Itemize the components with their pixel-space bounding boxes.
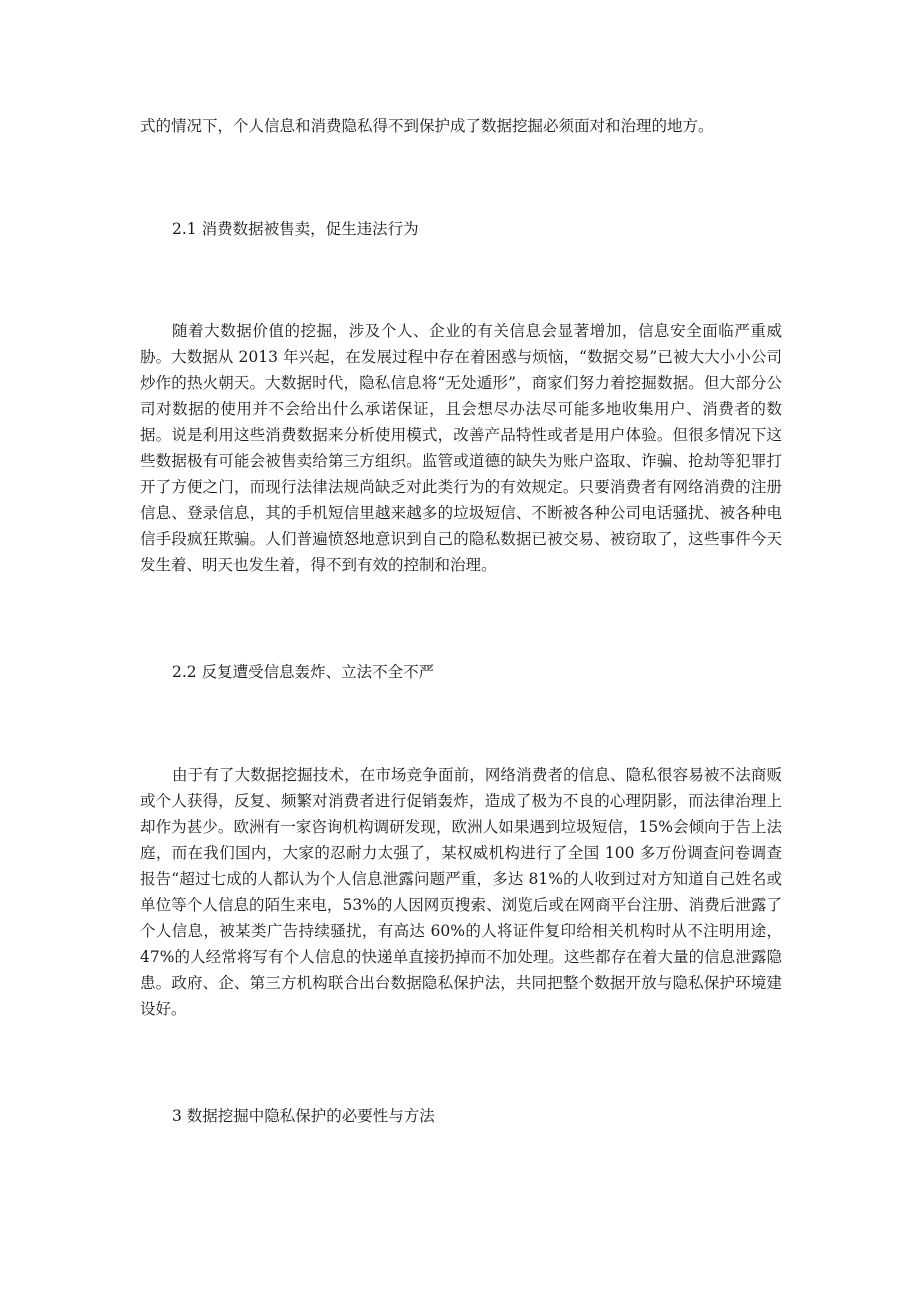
section-heading-2-2: 2.2 反复遭受信息轰炸、立法不全不严 [172, 663, 435, 681]
section-heading-3: 3 数据挖掘中隐私保护的必要性与方法 [172, 1107, 435, 1125]
section-2-2-paragraph: 由于有了大数据挖掘技术，在市场竞争面前，网络消费者的信息、隐私很容易被不法商贩或个人获得，反复、频繁对消费者进行促销轰炸，造成了极为不良的心理阴影，而法律治理上却作为甚少。欧洲有一家咨询机构调研发现，欧洲人如果遇到垃圾短信，15%会倾向于告上法庭，而在我们国内，大家的忍耐力太强了，某权威机构进行了全国 100 多万份调查问卷调查报告“超过七成的人都认为个人信息泄露问题严重，多达 81%的人收到过对方知道自己姓名或单位等个人信息的陌生来电，53%的人因网页搜索、浏览后或在网商平台注册、消费后泄露了个人信息，被某类广告持续骚扰，有高达 60%的人将证件复印给相关机构时从不注明用途，47%的人经常将写有个人信息的快递单直接扔掉而不加处理。这些都存在着大量的信息泄露隐患。政府、企、第三方机构联合出台数据隐私保护法，共同把整个数据开放与隐私保护环境建设好。 [140, 766, 782, 1018]
section-heading-2-1: 2.1 消费数据被售卖，促生违法行为 [172, 220, 419, 238]
section-2-1-paragraph: 随着大数据价值的挖掘，涉及个人、企业的有关信息会显著增加，信息安全面临严重威胁。大数据从 2013 年兴起，在发展过程中存在着困惑与烦恼，“数据交易”已被大大小小公司炒作的热火朝天。大数据时代，隐私信息将“无处遁形”，商家们努力着挖掘数据。但大部分公司对数据的使用并不会给出什么承诺保证，且会想尽办法尽可能多地收集用户、消费者的数据。说是利用这些消费数据来分析使用模式，改善产品特性或者是用户体验。但很多情况下这些数据极有可能会被售卖给第三方组织。监管或道德的缺失为账户盗取、诈骗、抢劫等犯罪打开了方便之门，而现行法律法规尚缺乏对此类行为的有效规定。只要消费者有网络消费的注册信息、登录信息，其的手机短信里越来越多的垃圾短信、不断被各种公司电话骚扰、被各种电信手段疯狂欺骗。人们普遍愤怒地意识到自己的隐私数据已被交易、被窃取了，这些事件今天发生着、明天也发生着，得不到有效的控制和治理。 [140, 322, 782, 574]
intro-paragraph-fragment: 式的情况下，个人信息和消费隐私得不到保护成了数据挖掘必须面对和治理的地方。 [140, 117, 714, 135]
